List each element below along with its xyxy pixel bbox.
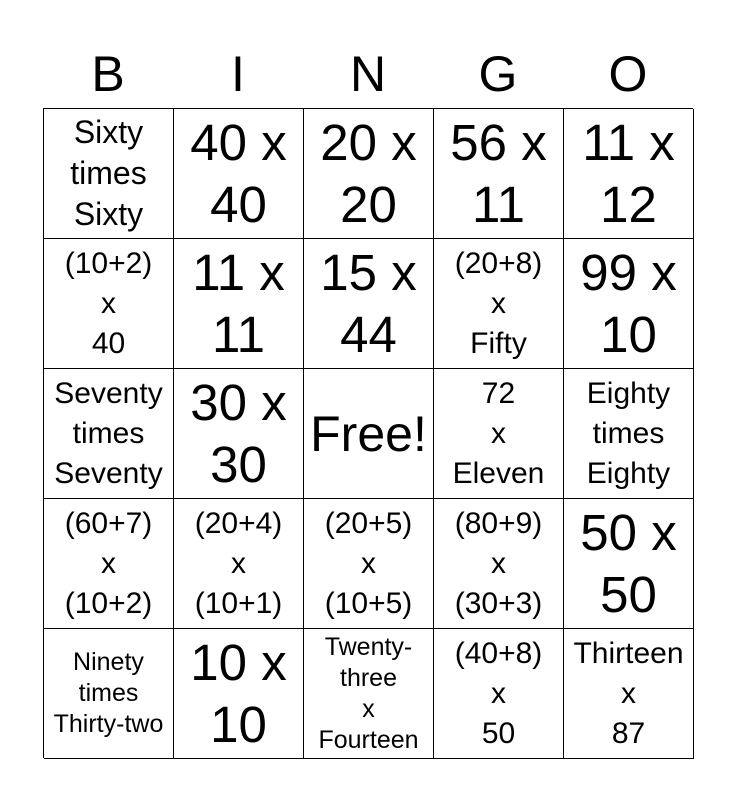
bingo-cell[interactable]: 11 x 12 [564,109,694,239]
bingo-cell[interactable]: (20+8) x Fifty [434,239,564,369]
bingo-cell[interactable]: 50 x 50 [564,499,694,629]
bingo-cell[interactable]: Ninety times Thirty-two [44,629,174,759]
bingo-cell[interactable]: 20 x 20 [304,109,434,239]
bingo-cell[interactable]: Thirteen x 87 [564,629,694,759]
header-letter-b: B [91,46,125,102]
bingo-cell[interactable]: (10+2) x 40 [44,239,174,369]
header-letter-g: G [478,46,518,102]
bingo-cell[interactable]: Seventy times Seventy [44,369,174,499]
bingo-board [43,108,693,758]
header-letter-n: N [349,46,387,102]
bingo-cell[interactable]: Twenty- three x Fourteen [304,629,434,759]
bingo-cell[interactable]: 11 x 11 [174,239,304,369]
bingo-cell[interactable]: (60+7) x (10+2) [44,499,174,629]
bingo-cell[interactable]: 40 x 40 [174,109,304,239]
bingo-cell[interactable]: (20+4) x (10+1) [174,499,304,629]
bingo-cell[interactable]: 10 x 10 [174,629,304,759]
bingo-cell[interactable]: Sixty times Sixty [44,109,174,239]
bingo-cell[interactable]: 30 x 30 [174,369,304,499]
bingo-cell[interactable]: 99 x 10 [564,239,694,369]
bingo-header [43,40,693,108]
bingo-cell[interactable]: Eighty times Eighty [564,369,694,499]
header-letter-i: I [231,46,245,102]
bingo-cell[interactable]: 15 x 44 [304,239,434,369]
header-letter-o: O [608,46,648,102]
free-space-cell[interactable]: Free! [304,369,434,499]
bingo-cell[interactable]: 72 x Eleven [434,369,564,499]
bingo-cell[interactable]: (40+8) x 50 [434,629,564,759]
bingo-cell[interactable]: (80+9) x (30+3) [434,499,564,629]
bingo-cell[interactable]: (20+5) x (10+5) [304,499,434,629]
bingo-cell[interactable]: 56 x 11 [434,109,564,239]
